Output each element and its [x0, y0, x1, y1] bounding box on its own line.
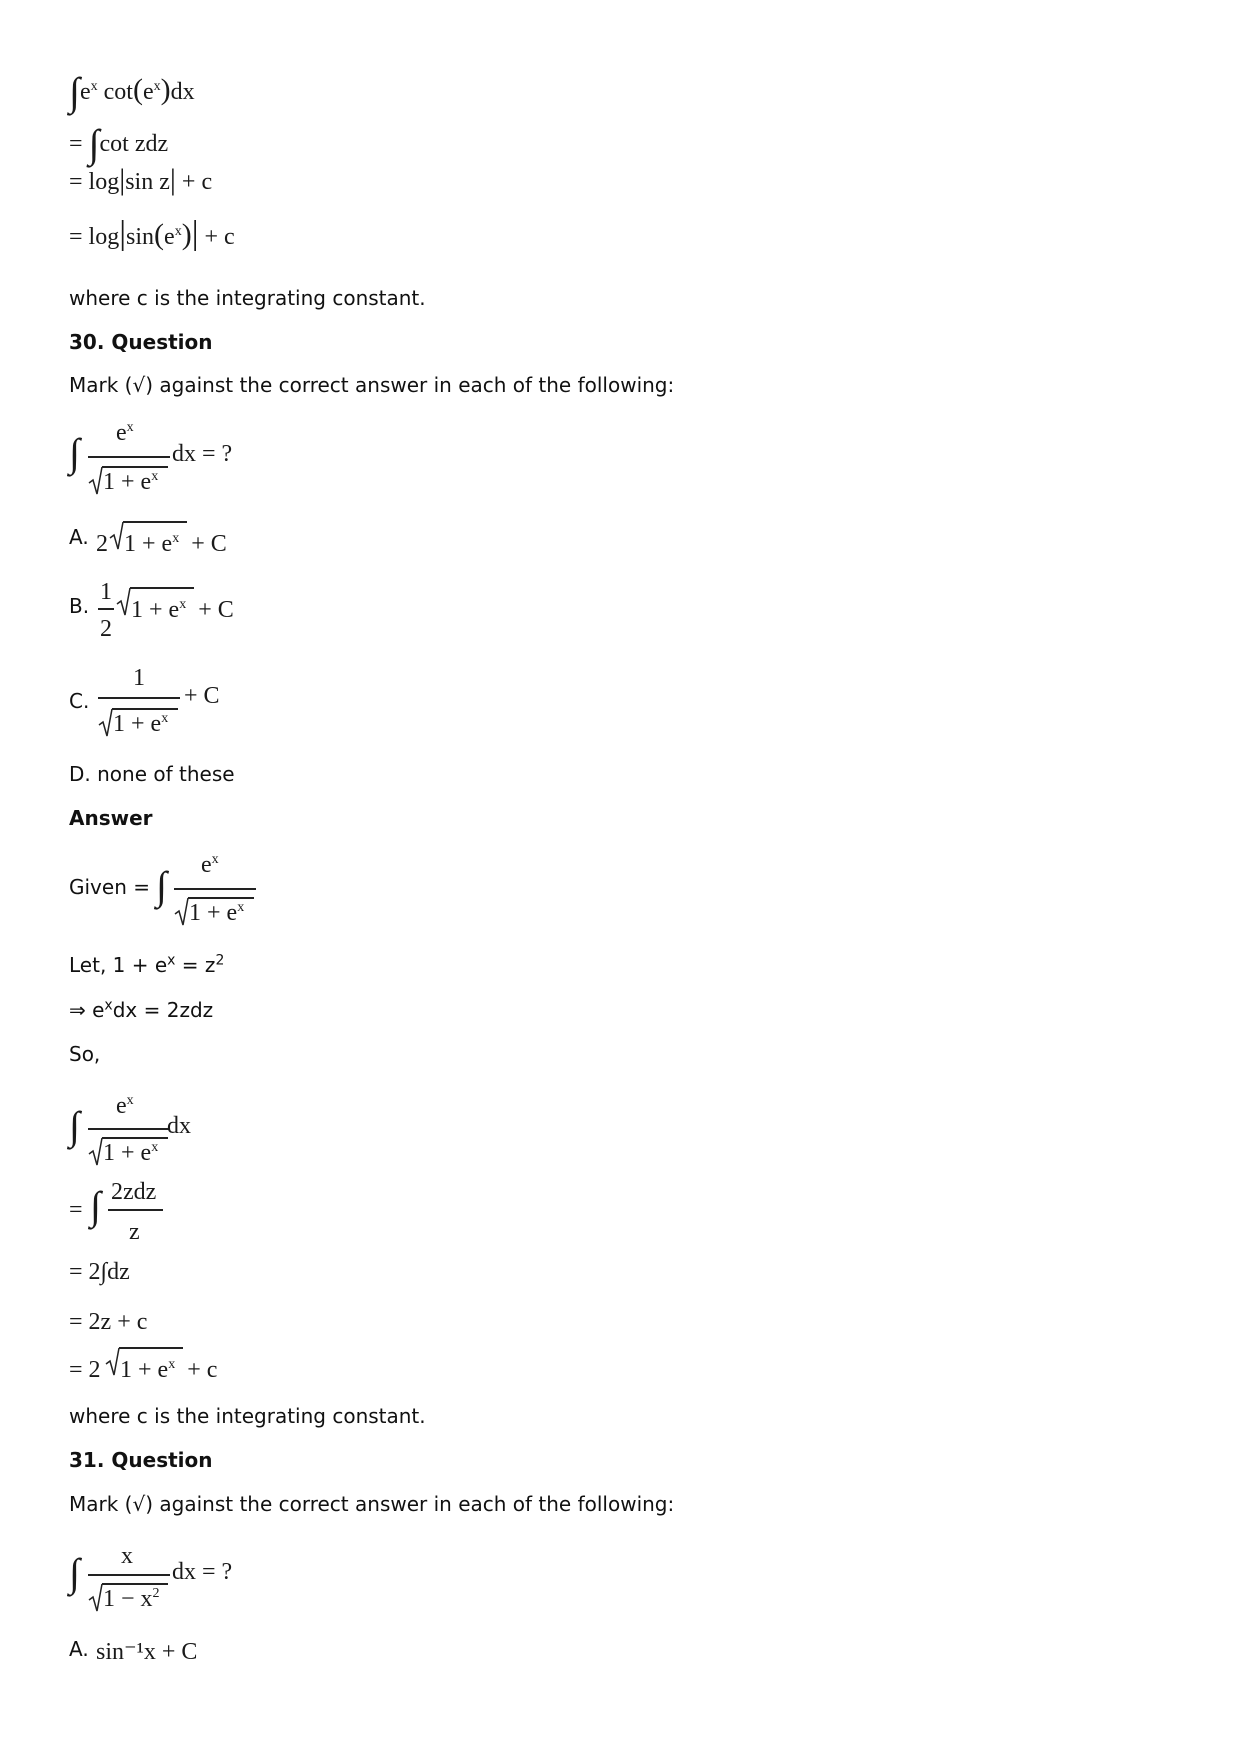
- implies-sup: x: [104, 997, 113, 1014]
- fraction-bar: [88, 456, 170, 458]
- q30-option-a-radicand[interactable]: $1 + e^x + C$: [124, 531, 227, 557]
- let-prefix: Let, 1 + e: [69, 953, 168, 977]
- q30-option-b-half-den[interactable]: 2: [100, 616, 112, 642]
- sqrt-bar: [119, 1347, 183, 1349]
- q30-option-d-text: none of these: [97, 762, 235, 786]
- integral-sign: ∫: [69, 1550, 80, 1595]
- q30-option-d[interactable]: [69, 762, 235, 786]
- implies-prefix: ⇒ e: [69, 998, 105, 1022]
- q30-answer-heading: Answer: [69, 806, 153, 830]
- sqrt-icon: [110, 521, 124, 551]
- q30-option-a-coef[interactable]: 2: [96, 531, 108, 557]
- q29-line2: = ∫cot zdz: [69, 121, 169, 166]
- sqrt-icon: [89, 1137, 103, 1167]
- q31-option-a-label[interactable]: A.: [69, 1637, 89, 1661]
- q30-option-d-label: D.: [69, 762, 91, 786]
- q30-question-den: $1 + e^x$: [103, 469, 159, 495]
- q30-instruction: Mark (√) against the correct answer in each of the following:: [69, 373, 675, 397]
- q30-step3: = 2∫dz: [69, 1259, 130, 1285]
- q30-option-c-plus[interactable]: + C: [184, 683, 220, 709]
- q30-constant-note: where c is the integrating constant.: [69, 1404, 426, 1428]
- q31-heading: 31. Question: [69, 1448, 213, 1472]
- q31-question-den: $1 - x^2$: [103, 1586, 160, 1612]
- q30-option-c-den[interactable]: $1 + e^x$: [113, 711, 169, 737]
- fraction-bar: [174, 888, 256, 890]
- q31-question-tail: dx = ?: [172, 1559, 233, 1585]
- sqrt-icon: [175, 897, 189, 927]
- let-mid: = z: [175, 953, 216, 977]
- integral-sign: ∫: [156, 863, 167, 908]
- q29-line4: = $\log|\sin(e^x)| + c$: [69, 215, 235, 252]
- q29-constant-note: where c is the integrating constant.: [69, 286, 426, 310]
- q30-let-line: [69, 953, 224, 977]
- integral-sign: ∫: [90, 1183, 101, 1228]
- let-sup2: 2: [215, 952, 225, 969]
- q30-step1-den: $1 + e^x$: [103, 1140, 159, 1166]
- q30-step2-den: z: [129, 1219, 140, 1245]
- q29-line1: $\int e^x$ $\cot(e^x)dx$: [69, 69, 195, 114]
- q30-option-c-label[interactable]: C.: [69, 689, 90, 713]
- sqrt-icon: [106, 1347, 120, 1377]
- q30-step4: = 2z + c: [69, 1309, 148, 1335]
- fraction-bar: [88, 1574, 170, 1576]
- fraction-bar: [98, 697, 180, 699]
- sqrt-bar: [130, 587, 194, 589]
- q31-instruction: Mark (√) against the correct answer in each of the following:: [69, 1492, 675, 1516]
- q29-line3: = log|sin z| + c: [69, 163, 213, 196]
- sqrt-icon: [89, 466, 103, 496]
- q30-option-b-label[interactable]: B.: [69, 594, 90, 618]
- q30-question-tail: dx = ?: [172, 441, 233, 467]
- sqrt-icon: [89, 1583, 103, 1613]
- integral-sign: ∫: [69, 1103, 80, 1148]
- q30-option-c-num[interactable]: 1: [133, 665, 145, 691]
- q30-option-b-half-num[interactable]: 1: [100, 579, 112, 605]
- fraction-bar: [88, 1128, 170, 1130]
- sqrt-icon: [99, 708, 113, 738]
- sqrt-bar: [123, 521, 187, 523]
- implies-rest: dx = 2zdz: [112, 998, 214, 1022]
- q30-step5-prefix: = 2: [69, 1357, 101, 1383]
- q30-given-den: $1 + e^x$: [189, 900, 245, 926]
- q30-step1-dx: dx: [167, 1113, 191, 1139]
- let-sup: x: [167, 952, 176, 969]
- q30-given-num: $e^x$: [201, 852, 219, 878]
- integral-sign: ∫: [69, 430, 80, 475]
- q30-implies-line: [69, 998, 213, 1022]
- q31-option-a-text[interactable]: sin⁻¹x + C: [96, 1639, 198, 1665]
- q30-step5-radicand: $1 + e^x + c$: [120, 1357, 218, 1383]
- q30-step1-num: $e^x$: [116, 1093, 134, 1119]
- q30-heading: 30. Question: [69, 330, 213, 354]
- q30-question-num: $e^x$: [116, 420, 134, 446]
- q31-question-num: x: [121, 1543, 133, 1569]
- q30-option-a-label[interactable]: A.: [69, 525, 89, 549]
- q30-given-label: Given =: [69, 875, 150, 899]
- q30-so: So,: [69, 1042, 101, 1066]
- q30-step2-num: 2zdz: [111, 1179, 157, 1205]
- q30-step2-eq: =: [69, 1197, 83, 1223]
- fraction-bar: [108, 1209, 163, 1211]
- fraction-bar: [98, 608, 114, 610]
- q30-option-b-radicand[interactable]: $1 + e^x + C$: [131, 597, 234, 623]
- sqrt-icon: [117, 587, 131, 617]
